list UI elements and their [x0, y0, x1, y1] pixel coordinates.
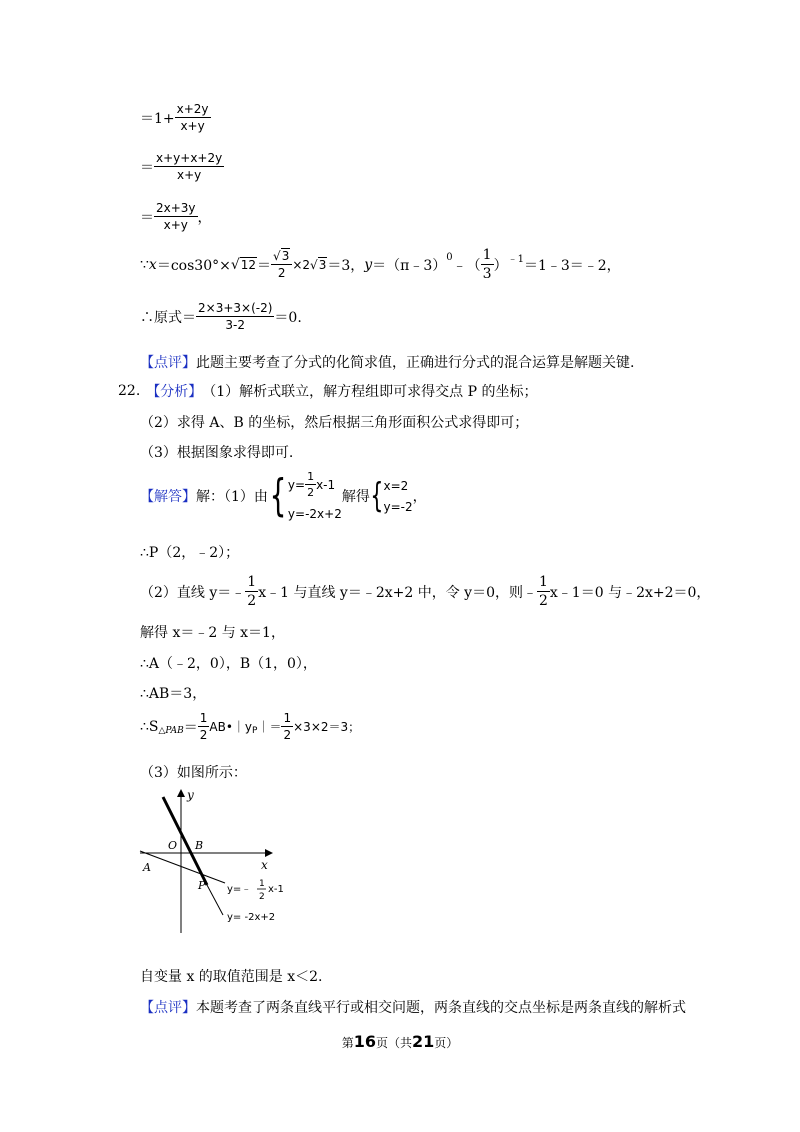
range-line: [140, 966, 323, 986]
subscript: △PAB: [158, 725, 184, 736]
fraction: [198, 712, 210, 741]
numerator: x+y+x+2y: [156, 151, 223, 165]
text: 第: [341, 1036, 354, 1050]
text: ＝: [257, 257, 272, 274]
left-brace-icon: {: [269, 470, 287, 521]
comment-text: 此题主要考查了分式的化简求值，正确进行分式的混合运算是解题关键.: [196, 355, 635, 371]
ab-length-line: [140, 683, 206, 703]
sqrt-icon: √: [273, 249, 281, 263]
comment-tag: 【点评】: [140, 1000, 196, 1016]
step-2: [140, 152, 224, 181]
text: ×3×2＝3；: [293, 720, 361, 734]
text: 解得: [341, 489, 370, 505]
text: x﹣1＝0 与﹣2x+2＝0，: [549, 584, 711, 601]
step-prefix: ＝: [140, 159, 154, 176]
analysis-2: [140, 412, 528, 432]
text: ＝3，: [327, 257, 365, 274]
text: ∴原式＝: [140, 309, 196, 326]
denominator: x+y: [180, 119, 205, 133]
numerator: 2×3+3×(-2): [198, 301, 273, 315]
punctuation: ，: [197, 209, 212, 226]
text: ，: [412, 489, 427, 505]
numerator: 2x+3y: [156, 201, 196, 215]
fraction: [175, 103, 211, 132]
text: ×2: [292, 257, 311, 272]
ab-points-line: [140, 653, 317, 673]
solution-x: x=2: [383, 478, 409, 493]
var-y: y: [364, 256, 373, 273]
radicand: 3: [318, 258, 327, 272]
line-y-minus-2x-plus-2-ext: [207, 885, 223, 915]
analysis-3: [140, 442, 293, 462]
subscript: P: [252, 725, 258, 736]
line2-label: y= -2x+2: [227, 912, 276, 923]
solution-1: [140, 467, 427, 525]
question-number: 22.: [118, 383, 141, 399]
equation-2: y=-2x+2: [287, 506, 342, 521]
text: ＝0.: [274, 309, 302, 326]
x-axis-arrow-icon: [265, 849, 273, 857]
area-line: [140, 712, 360, 741]
solution-tag: 【解答】: [140, 489, 196, 505]
numerator: 1: [247, 574, 257, 590]
numerator: 1: [538, 574, 548, 590]
q22-analysis: [118, 381, 538, 401]
therefore-line: [140, 302, 302, 331]
text: 自变量 x 的取值范围是 x＜2.: [140, 969, 323, 985]
fraction: [196, 302, 274, 331]
text: ∴A（﹣2，0），B（1，0），: [140, 656, 317, 672]
line1-label-post: x-1: [268, 884, 284, 895]
analysis-text: （2）求得 A、B 的坐标，然后根据三角形面积公式求得即可；: [140, 415, 529, 431]
sqrt-icon: √: [230, 256, 240, 273]
exponent: 0: [446, 252, 453, 263]
page-footer: [0, 1032, 800, 1051]
left-brace-icon: {: [370, 476, 384, 516]
page-number: 16: [353, 1032, 376, 1051]
text: 页）: [434, 1036, 459, 1050]
analysis-text: （1）解析式联立，解方程组即可求得交点 P 的坐标；: [202, 384, 538, 400]
text: x-1: [316, 477, 336, 492]
denominator: 2: [538, 593, 548, 609]
origin-label: O: [168, 839, 178, 852]
comment-text: 本题考查了两条直线平行或相交问题，两条直线的交点坐标是两条直线的解析式: [196, 1000, 686, 1016]
step-1: [140, 103, 211, 132]
exponent: ﹣1: [507, 254, 524, 265]
part-2-line: [140, 575, 710, 608]
step-prefix: ＝1+: [140, 110, 175, 127]
fraction: [481, 248, 494, 281]
point-p-label: P: [198, 879, 206, 892]
because-symbol: ∵: [140, 256, 149, 273]
step-3: [140, 202, 212, 231]
text: 解：（1）由: [196, 489, 268, 505]
denominator: 2: [247, 593, 257, 609]
denominator: x+y: [163, 218, 188, 232]
var-x: x: [148, 256, 157, 273]
text: ）: [493, 257, 508, 274]
text: 解得 x＝﹣2 与 x＝1，: [140, 625, 285, 641]
analysis-tag: 【分析】: [146, 384, 203, 400]
denominator: 2: [199, 728, 208, 742]
denominator: 2: [307, 486, 315, 500]
text: x﹣1 与直线 y＝﹣2x+2 中，令 y＝0，则﹣: [258, 584, 537, 601]
numerator: 1: [307, 470, 315, 484]
point-b-label: B: [195, 839, 204, 852]
denominator: x+y: [176, 168, 202, 182]
fraction: [537, 575, 550, 608]
total-pages: 21: [412, 1032, 435, 1051]
sqrt-icon: √: [310, 257, 318, 272]
solution-y: y=-2: [383, 499, 413, 514]
part-3-line: [140, 762, 247, 782]
text: （3）如图所示：: [140, 765, 247, 781]
numerator: 1: [283, 711, 292, 725]
fraction: [271, 250, 292, 279]
text: ＝cos30°×: [156, 257, 231, 274]
text: ∴AB＝3，: [140, 686, 207, 702]
denominator: 2: [277, 266, 286, 280]
fraction: [305, 471, 316, 498]
line1-label-num: 1: [259, 879, 265, 889]
text: （2）直线 y＝﹣: [140, 584, 246, 601]
text: ＝: [183, 719, 198, 736]
fraction: [154, 152, 224, 181]
solution-system: [383, 475, 412, 517]
numerator: [271, 250, 292, 265]
numerator: x+2y: [176, 102, 209, 116]
denominator: 2: [283, 728, 292, 742]
solve-x-line: [140, 622, 285, 642]
fraction: [281, 712, 293, 741]
numerator: 1: [482, 247, 492, 263]
line-y-half-x-minus-1: [140, 851, 225, 883]
numerator: 1: [199, 711, 208, 725]
text: ﹣（: [452, 257, 481, 274]
step-prefix: ＝: [140, 209, 154, 226]
comment-1: [140, 352, 634, 372]
radicand: 12: [240, 258, 257, 272]
fraction: [245, 575, 258, 608]
line1-label-pre: y=﹣: [227, 884, 252, 895]
y-axis-label: y: [187, 788, 194, 802]
p-point-line: [140, 542, 239, 562]
text: ∴P（2，﹣2）；: [140, 545, 240, 561]
equation-system: [288, 467, 342, 525]
x-axis-label: x: [261, 858, 268, 872]
denominator: 3-2: [225, 318, 245, 332]
radicand: 3: [281, 249, 290, 263]
text: AB•｜y: [209, 720, 253, 734]
text: ＝1﹣3＝﹣2，: [523, 257, 621, 274]
y-axis-arrow-icon: [177, 789, 185, 797]
fraction: [154, 202, 198, 231]
line-graph: [135, 785, 305, 935]
text: ＝（π﹣3）: [372, 257, 447, 274]
comment-tag: 【点评】: [140, 355, 196, 371]
line1-label-den: 2: [259, 892, 265, 902]
analysis-text: （3）根据图象求得即可.: [140, 445, 294, 461]
comment-2: [140, 997, 686, 1017]
because-line: [140, 248, 621, 281]
text: 页（共: [375, 1036, 412, 1050]
text: ｜＝: [257, 720, 282, 734]
text: ∴S: [140, 718, 159, 735]
text: y=: [287, 477, 306, 492]
point-a-label: A: [143, 861, 151, 874]
denominator: 3: [482, 266, 492, 282]
equation-1: [288, 471, 342, 498]
